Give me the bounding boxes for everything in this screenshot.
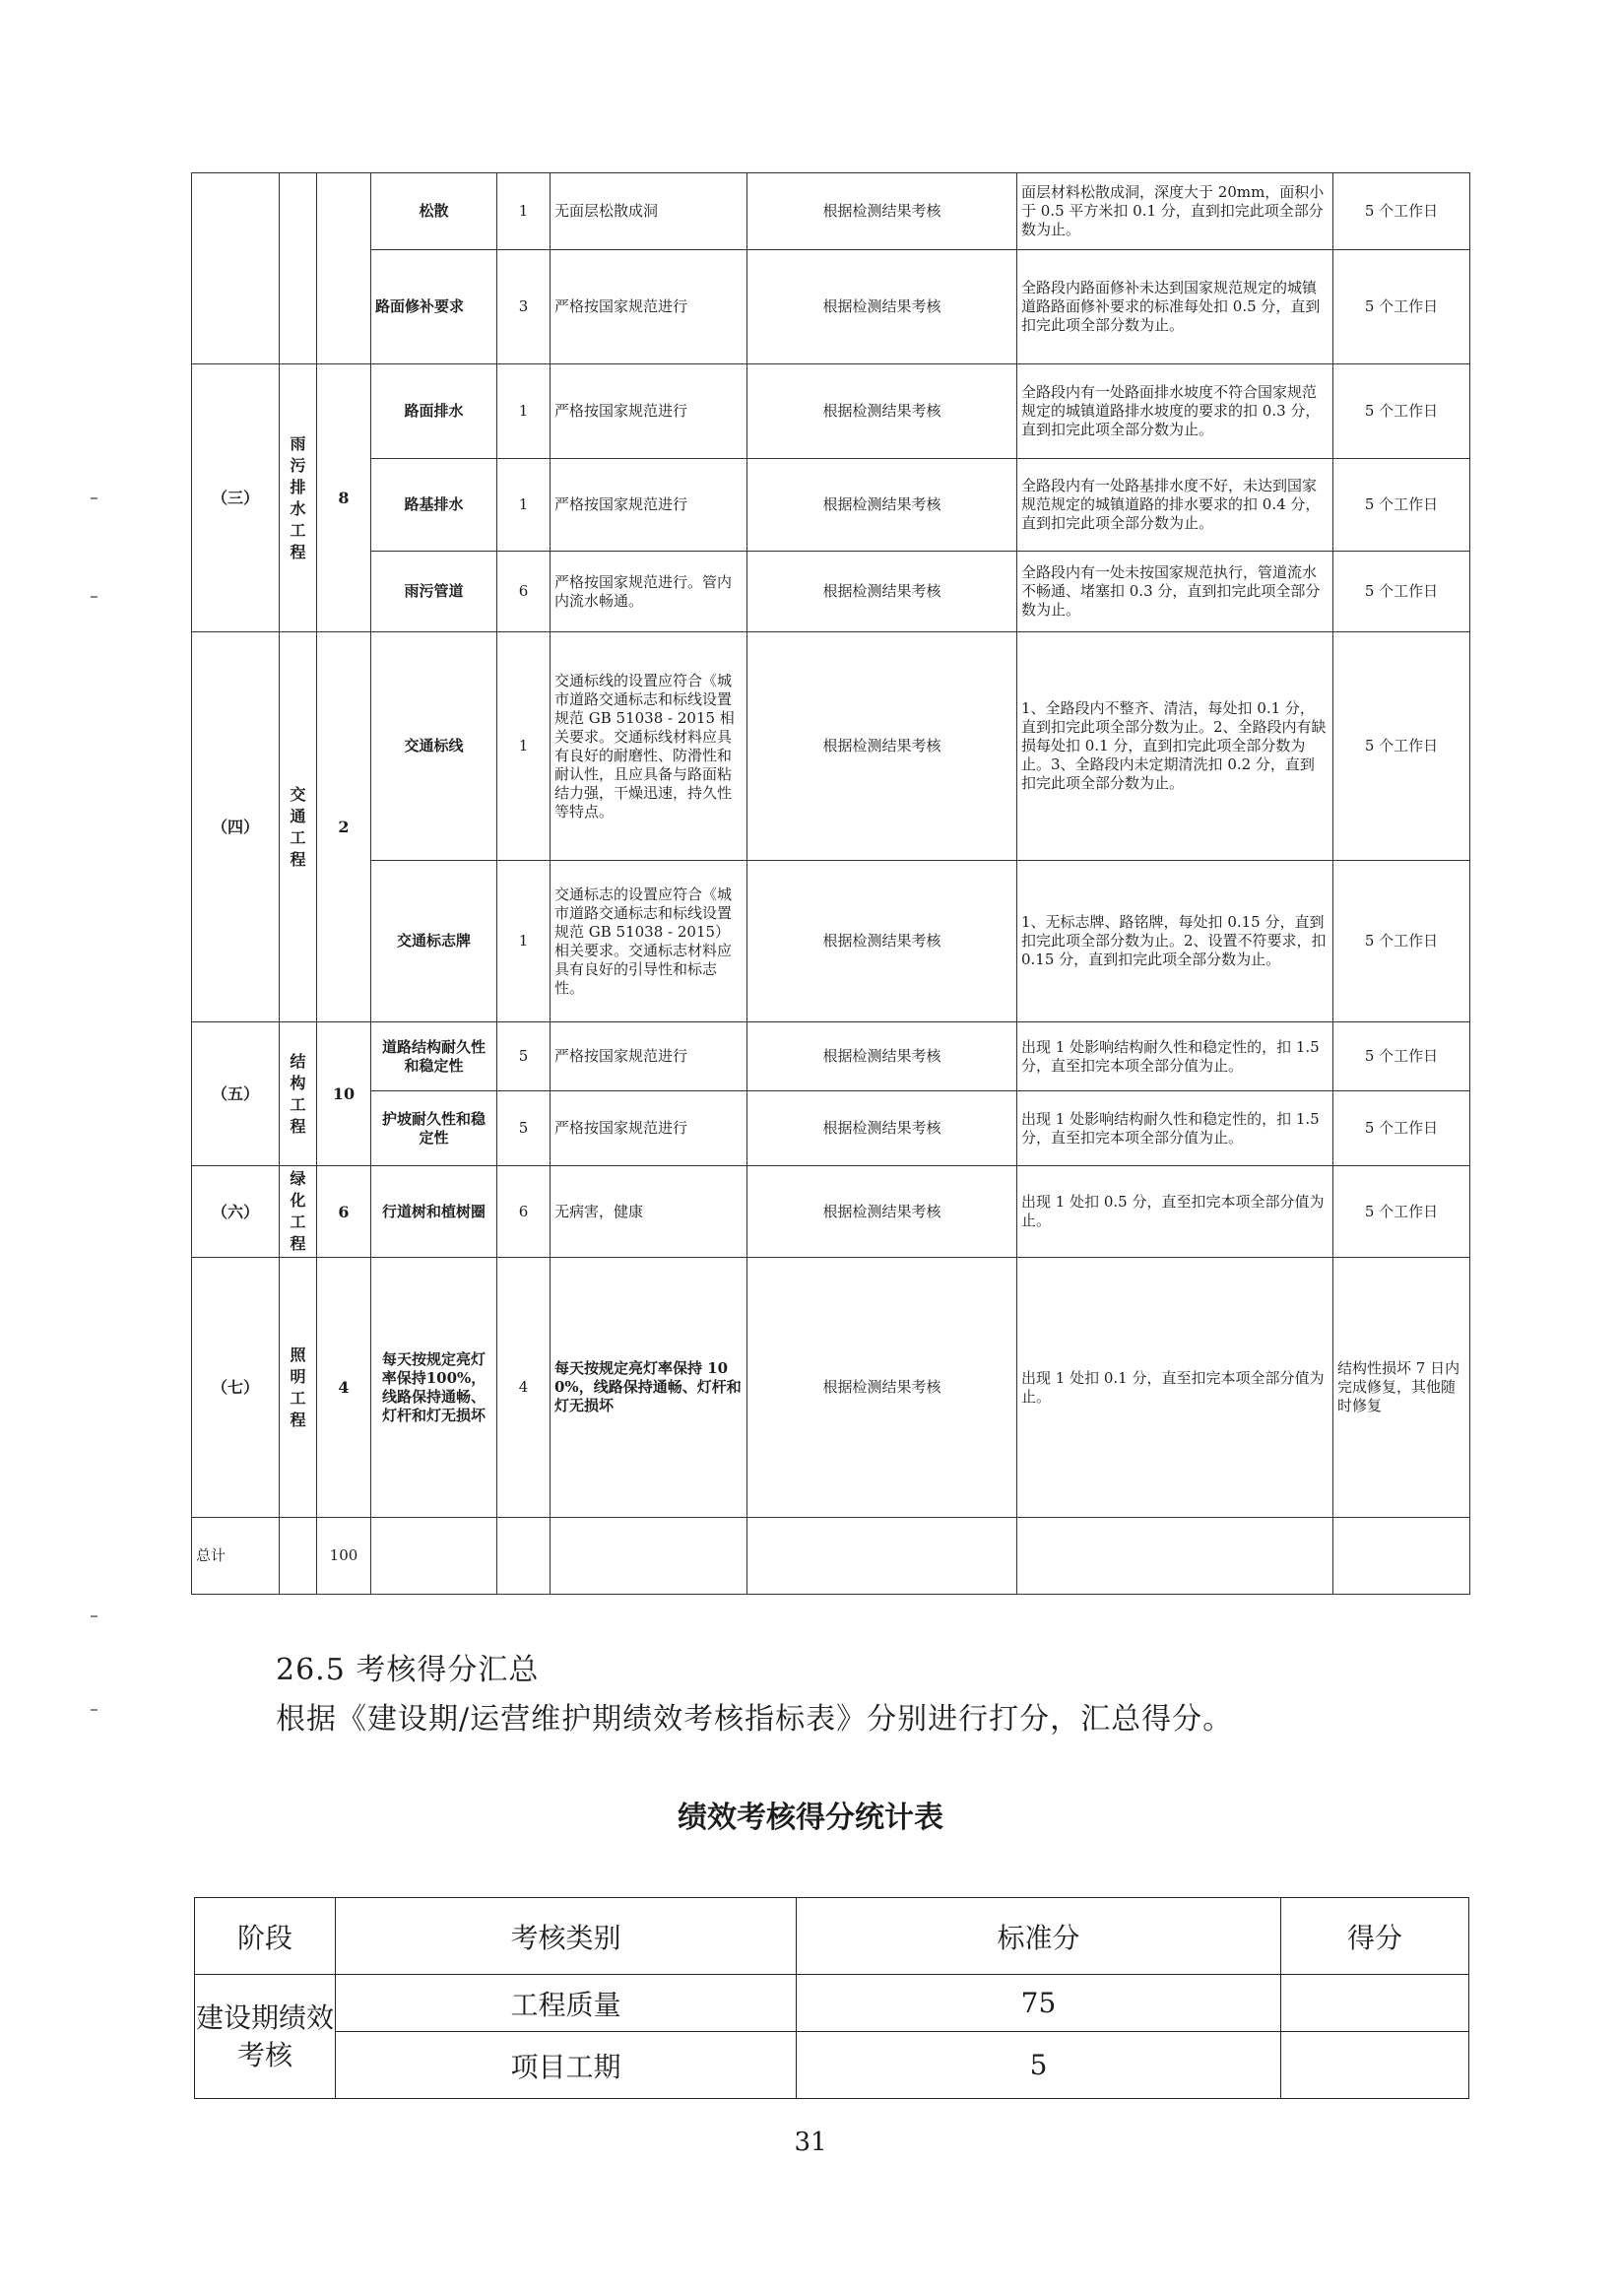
deadline-cell: 5 个工作日 (1333, 1022, 1470, 1091)
table-row (192, 459, 1470, 552)
section-subtotal: 2 (317, 632, 371, 1022)
section-number: （七） (192, 1258, 280, 1518)
section-subtotal: 4 (317, 1258, 371, 1518)
section-number: （四） (192, 632, 280, 1022)
method-cell: 根据检测结果考核 (747, 1258, 1017, 1518)
standard-cell: 严格按国家规范进行。管内内流水畅通。 (551, 552, 747, 632)
table-row (192, 1166, 1470, 1258)
section-category: 照明工程 (280, 1258, 317, 1518)
deadline-cell: 5 个工作日 (1333, 1166, 1470, 1258)
standard-cell: 无病害，健康 (551, 1166, 747, 1258)
method-cell: 根据检测结果考核 (747, 861, 1017, 1022)
section-number: （五） (192, 1022, 280, 1166)
margin-mark (91, 497, 97, 499)
margin-mark (91, 1709, 97, 1711)
section-heading: 26.5 考核得分汇总 (276, 1653, 540, 1687)
method-cell: 根据检测结果考核 (747, 250, 1017, 364)
deadline-cell: 5 个工作日 (1333, 364, 1470, 459)
standard-cell: 严格按国家规范进行 (551, 250, 747, 364)
deduction-cell: 全路段内有一处路面排水坡度不符合国家规范规定的城镇道路排水坡度的要求的扣 0.3 分，直到扣完此项全部分数为止。 (1017, 364, 1333, 459)
table-row (192, 250, 1470, 364)
method-cell: 根据检测结果考核 (747, 1166, 1017, 1258)
method-cell: 根据检测结果考核 (747, 364, 1017, 459)
category-cell (280, 173, 317, 364)
deduction-cell: 出现 1 处影响结构耐久性和稳定性的，扣 1.5 分，直至扣完本项全部分值为止。 (1017, 1091, 1333, 1166)
item-cell: 路面排水 (371, 364, 497, 459)
header-stage: 阶段 (195, 1898, 336, 1975)
score-cell: 4 (497, 1258, 551, 1518)
section-number: （六） (192, 1166, 280, 1258)
table-header-row (195, 1898, 1469, 1975)
deduction-cell: 出现 1 处影响结构耐久性和稳定性的，扣 1.5 分，直至扣完本项全部分值为止。 (1017, 1022, 1333, 1091)
total-label: 总计 (192, 1518, 280, 1595)
item-cell: 道路结构耐久性和稳定性 (371, 1022, 497, 1091)
section-category: 结构工程 (280, 1022, 317, 1166)
empty-cell (371, 1518, 497, 1595)
method-cell: 根据检测结果考核 (747, 1091, 1017, 1166)
deadline-cell: 5 个工作日 (1333, 250, 1470, 364)
method-cell: 根据检测结果考核 (747, 459, 1017, 552)
section-subtotal: 8 (317, 364, 371, 632)
section-category: 绿化工程 (280, 1166, 317, 1258)
method-cell: 根据检测结果考核 (747, 552, 1017, 632)
score-cell: 6 (497, 552, 551, 632)
section-paragraph: 根据《建设期/运营维护期绩效考核指标表》分别进行打分，汇总得分。 (276, 1702, 1234, 1737)
score-input-cell (1281, 1975, 1469, 2032)
deadline-cell: 结构性损坏 7 日内完成修复，其他随时修复 (1333, 1258, 1470, 1518)
score-cell: 1 (497, 364, 551, 459)
deduction-cell: 全路段内路面修补未达到国家规范规定的城镇道路路面修补要求的标准每处扣 0.5 分，直到扣完此项全部分数为止。 (1017, 250, 1333, 364)
item-cell: 交通标线 (371, 632, 497, 861)
table-row (192, 1022, 1470, 1091)
total-row (192, 1518, 1470, 1595)
deadline-cell: 5 个工作日 (1333, 552, 1470, 632)
item-cell: 交通标志牌 (371, 861, 497, 1022)
empty-cell (1017, 1518, 1333, 1595)
item-cell: 松散 (371, 173, 497, 250)
table-row (192, 552, 1470, 632)
standard-cell: 交通标线的设置应符合《城市道路交通标志和标线设置规范 GB 51038 - 2015 相关要求。交通标线材料应具有良好的耐磨性、防滑性和耐认性，且应具备与路面粘结力强，干燥迅速，持久性等特点。 (551, 632, 747, 861)
item-cell: 每天按规定亮灯率保持100%，线路保持通畅、灯杆和灯无损坏 (371, 1258, 497, 1518)
category-cell: 项目工期 (336, 2032, 797, 2099)
method-cell: 根据检测结果考核 (747, 632, 1017, 861)
score-cell: 5 (497, 1022, 551, 1091)
score-cell: 1 (497, 459, 551, 552)
score-cell: 1 (497, 861, 551, 1022)
deduction-cell: 出现 1 处扣 0.5 分，直至扣完本项全部分值为止。 (1017, 1166, 1333, 1258)
score-cell: 5 (497, 1091, 551, 1166)
empty-cell (551, 1518, 747, 1595)
deadline-cell: 5 个工作日 (1333, 861, 1470, 1022)
deduction-cell: 1、无标志牌、路铭牌，每处扣 0.15 分，直到扣完此项全部分数为止。2、设置不符要求，扣 0.15 分，直到扣完此项全部分数为止。 (1017, 861, 1333, 1022)
item-cell: 雨污管道 (371, 552, 497, 632)
table-row (192, 1091, 1470, 1166)
standard-cell: 每天按规定亮灯率保持 100%，线路保持通畅、灯杆和灯无损坏 (551, 1258, 747, 1518)
page-number: 31 (794, 2128, 827, 2157)
section-number: （三） (192, 364, 280, 632)
standard-score-cell: 75 (797, 1975, 1281, 2032)
method-cell: 根据检测结果考核 (747, 173, 1017, 250)
deduction-cell: 全路段内有一处未按国家规范执行，管道流水不畅通、堵塞扣 0.3 分，直到扣完此项全部分数为止。 (1017, 552, 1333, 632)
section-category: 雨污排水工程 (280, 364, 317, 632)
deduction-cell: 面层材料松散成洞，深度大于 20mm，面积小于 0.5 平方米扣 0.1 分，直到扣完此项全部分数为止。 (1017, 173, 1333, 250)
deadline-cell: 5 个工作日 (1333, 173, 1470, 250)
score-cell: 3 (497, 250, 551, 364)
item-cell: 路基排水 (371, 459, 497, 552)
deadline-cell: 5 个工作日 (1333, 459, 1470, 552)
standard-cell: 交通标志的设置应符合《城市道路交通标志和标线设置规范 GB 51038 - 2015）相关要求。交通标志材料应具有良好的引导性和标志性。 (551, 861, 747, 1022)
standard-cell: 严格按国家规范进行 (551, 1022, 747, 1091)
table-row (195, 2032, 1469, 2099)
score-input-cell (1281, 2032, 1469, 2099)
score-cell: 1 (497, 632, 551, 861)
table-caption: 绩效考核得分统计表 (678, 1801, 943, 1835)
table-row (192, 173, 1470, 250)
table-row (195, 1975, 1469, 2032)
margin-mark (91, 1615, 97, 1617)
header-standard: 标准分 (797, 1898, 1281, 1975)
margin-mark (91, 596, 97, 598)
item-cell: 护坡耐久性和稳定性 (371, 1091, 497, 1166)
section-category: 交通工程 (280, 632, 317, 1022)
deduction-cell: 出现 1 处扣 0.1 分，直至扣完本项全部分值为止。 (1017, 1258, 1333, 1518)
table-row (192, 364, 1470, 459)
header-category: 考核类别 (336, 1898, 797, 1975)
deduction-cell: 1、全路段内不整齐、清洁，每处扣 0.1 分，直到扣完此项全部分数为止。2、全路段内有缺损每处扣 0.1 分，直到扣完此项全部分数为止。3、全路段内未定期清洗扣 0.2 分，直到扣完此项全部分数为止。 (1017, 632, 1333, 861)
empty-cell (1333, 1518, 1470, 1595)
item-cell: 路面修补要求 (371, 250, 497, 364)
subtotal-cell (317, 173, 371, 364)
standard-cell: 严格按国家规范进行 (551, 459, 747, 552)
item-cell: 行道树和植树圈 (371, 1166, 497, 1258)
table-row (192, 632, 1470, 861)
total-score: 100 (317, 1518, 371, 1595)
no-cell (192, 173, 280, 364)
score-summary-table (194, 1897, 1469, 2099)
empty-cell (497, 1518, 551, 1595)
stage-cell: 建设期绩效考核 (195, 1975, 336, 2099)
standard-cell: 严格按国家规范进行 (551, 1091, 747, 1166)
section-subtotal: 6 (317, 1166, 371, 1258)
standard-score-cell: 5 (797, 2032, 1281, 2099)
table-row (192, 1258, 1470, 1518)
standard-cell: 无面层松散成洞 (551, 173, 747, 250)
table-row (192, 861, 1470, 1022)
deadline-cell: 5 个工作日 (1333, 1091, 1470, 1166)
empty-cell (280, 1518, 317, 1595)
header-score: 得分 (1281, 1898, 1469, 1975)
deduction-cell: 全路段内有一处路基排水度不好，未达到国家规范规定的城镇道路的排水要求的扣 0.4 分，直到扣完此项全部分数为止。 (1017, 459, 1333, 552)
assessment-indicator-table (191, 172, 1470, 1595)
deadline-cell: 5 个工作日 (1333, 632, 1470, 861)
score-cell: 6 (497, 1166, 551, 1258)
category-cell: 工程质量 (336, 1975, 797, 2032)
score-cell: 1 (497, 173, 551, 250)
empty-cell (747, 1518, 1017, 1595)
section-subtotal: 10 (317, 1022, 371, 1166)
method-cell: 根据检测结果考核 (747, 1022, 1017, 1091)
standard-cell: 严格按国家规范进行 (551, 364, 747, 459)
